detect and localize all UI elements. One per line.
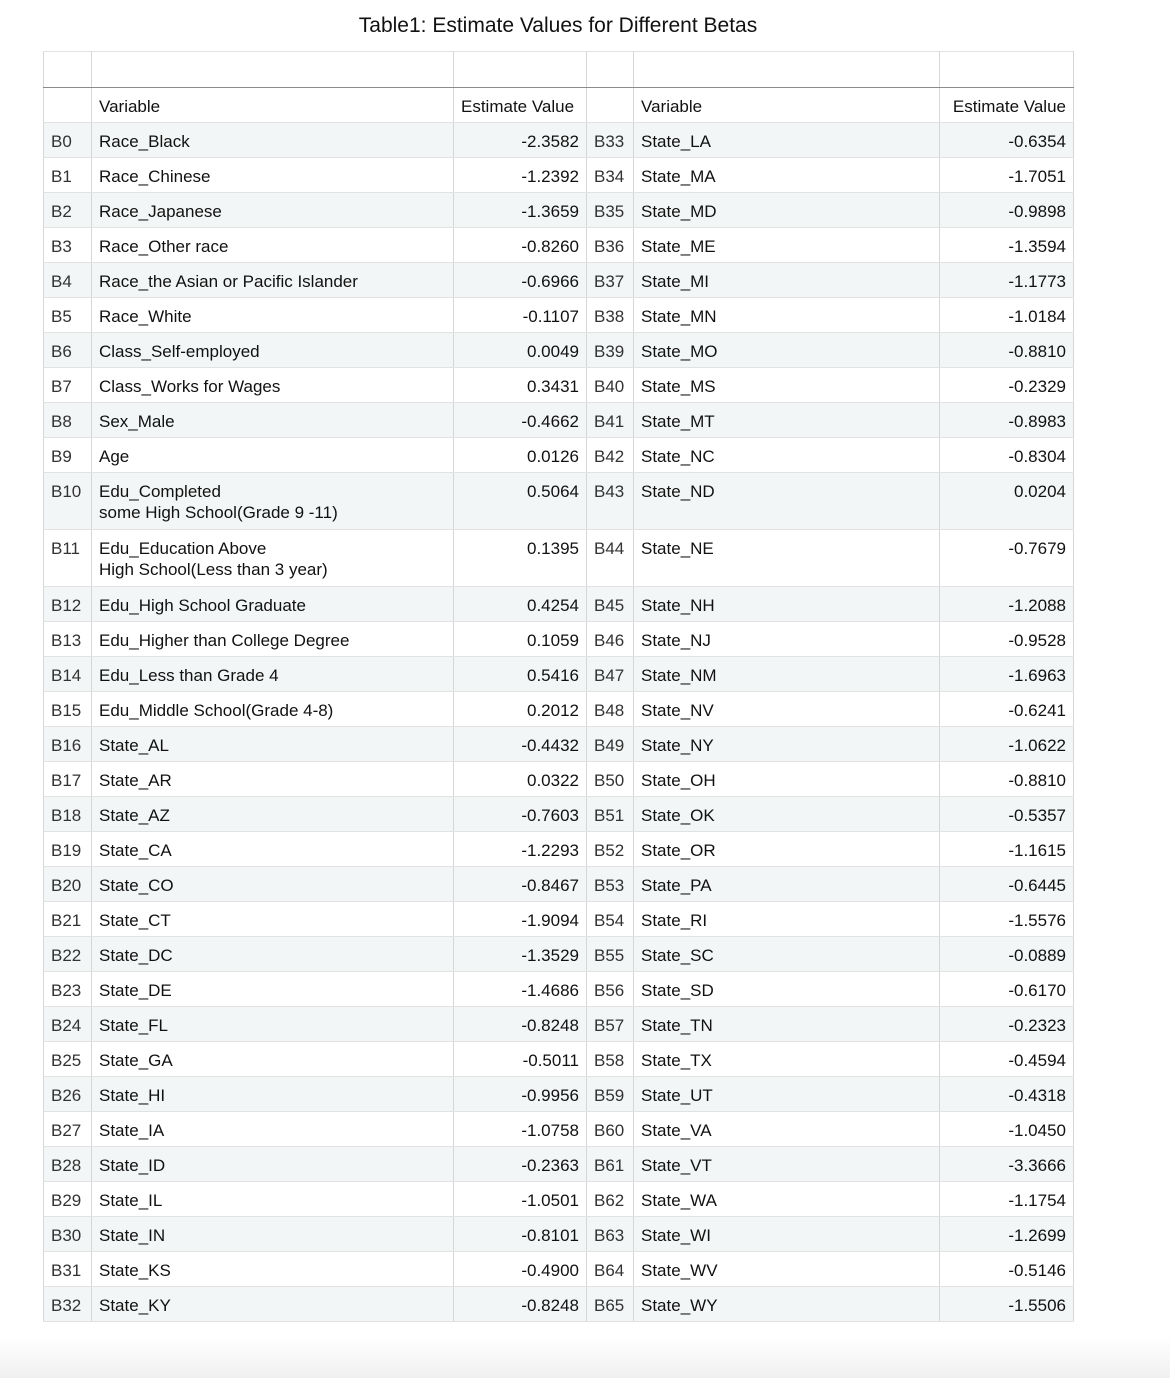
table-row (44, 158, 1074, 193)
estimate-cell-left: 0.5064 (454, 473, 587, 530)
estimate-cell-right: -0.2329 (940, 368, 1074, 403)
estimate-cell-left: -0.8260 (454, 228, 587, 263)
estimate-cell-right: -0.9528 (940, 622, 1074, 657)
spacer-cell (44, 52, 92, 88)
estimate-cell-left: 0.2012 (454, 692, 587, 727)
table-row (44, 438, 1074, 473)
estimate-cell-left: -1.0758 (454, 1112, 587, 1147)
estimate-cell-right: -0.4318 (940, 1077, 1074, 1112)
table-row (44, 1077, 1074, 1112)
table-row (44, 1182, 1074, 1217)
variable-line: State_AL (99, 736, 169, 755)
variable-line: Edu_High School Graduate (99, 596, 306, 615)
variable-cell-left (92, 368, 454, 403)
estimate-cell-left: -1.9094 (454, 902, 587, 937)
variable-cell-left (92, 438, 454, 473)
variable-line: State_GA (99, 1051, 173, 1070)
estimate-cell-left: -1.4686 (454, 972, 587, 1007)
beta-label-right: B56 (587, 972, 634, 1007)
table-row (44, 1007, 1074, 1042)
variable-line: State_CT (99, 911, 171, 930)
estimate-cell-left: -1.2392 (454, 158, 587, 193)
variable-cell-right: State_UT (634, 1077, 940, 1112)
table-row (44, 762, 1074, 797)
beta-label-left: B25 (44, 1042, 92, 1077)
beta-label-left: B5 (44, 298, 92, 333)
variable-line: Class_Works for Wages (99, 377, 281, 396)
variable-cell-right: State_ME (634, 228, 940, 263)
beta-label-right: B62 (587, 1182, 634, 1217)
beta-label-right: B52 (587, 832, 634, 867)
variable-cell-right: State_SC (634, 937, 940, 972)
beta-label-right: B60 (587, 1112, 634, 1147)
beta-label-left: B12 (44, 587, 92, 622)
window-bottom-edge (0, 1338, 1170, 1378)
estimate-cell-right: -0.5357 (940, 797, 1074, 832)
beta-label-right: B36 (587, 228, 634, 263)
estimate-cell-right: -0.9898 (940, 193, 1074, 228)
beta-label-right: B39 (587, 333, 634, 368)
estimate-cell-right: -0.6354 (940, 123, 1074, 158)
beta-label-right: B57 (587, 1007, 634, 1042)
variable-cell-left (92, 622, 454, 657)
variable-cell-left (92, 1112, 454, 1147)
beta-label-left: B14 (44, 657, 92, 692)
variable-cell-left (92, 263, 454, 298)
table-spacer-row (44, 52, 1074, 88)
variable-line: State_KY (99, 1296, 171, 1315)
estimate-cell-left: 0.0126 (454, 438, 587, 473)
estimate-cell-left: 0.5416 (454, 657, 587, 692)
variable-line: Race_White (99, 307, 192, 326)
variable-cell-left (92, 1147, 454, 1182)
beta-label-right: B46 (587, 622, 634, 657)
variable-cell-right: State_NY (634, 727, 940, 762)
estimate-cell-left: -0.8248 (454, 1287, 587, 1322)
table-row (44, 333, 1074, 368)
beta-label-right: B51 (587, 797, 634, 832)
variable-cell-right: State_MD (634, 193, 940, 228)
variable-cell-left (92, 832, 454, 867)
header-variable-left: Variable (92, 88, 454, 123)
estimate-cell-right: -0.8810 (940, 333, 1074, 368)
variable-cell-left (92, 403, 454, 438)
beta-label-left: B28 (44, 1147, 92, 1182)
estimate-cell-right: -1.3594 (940, 228, 1074, 263)
beta-label-right: B42 (587, 438, 634, 473)
variable-line: State_IL (99, 1191, 163, 1210)
header-estimate-left: Estimate Value (454, 88, 587, 123)
variable-cell-right: State_WI (634, 1217, 940, 1252)
estimate-cell-right: -1.2088 (940, 587, 1074, 622)
header-estimate-right: Estimate Value (940, 88, 1074, 123)
table-row (44, 1252, 1074, 1287)
variable-cell-left (92, 298, 454, 333)
variable-cell-left (92, 657, 454, 692)
table-row (44, 123, 1074, 158)
beta-label-left: B23 (44, 972, 92, 1007)
variable-cell-right: State_MT (634, 403, 940, 438)
estimate-cell-right: -0.0889 (940, 937, 1074, 972)
estimate-cell-left: -0.8101 (454, 1217, 587, 1252)
table-header-row (44, 88, 1074, 123)
variable-line: Race_the Asian or Pacific Islander (99, 272, 358, 291)
beta-label-left: B18 (44, 797, 92, 832)
beta-label-right: B38 (587, 298, 634, 333)
estimate-cell-left: -0.8248 (454, 1007, 587, 1042)
estimate-cell-left: -2.3582 (454, 123, 587, 158)
variable-line: Race_Japanese (99, 202, 222, 221)
variable-line: Race_Chinese (99, 167, 211, 186)
variable-cell-right: State_SD (634, 972, 940, 1007)
table-row (44, 193, 1074, 228)
beta-label-right: B43 (587, 473, 634, 530)
variable-cell-right: State_MS (634, 368, 940, 403)
estimate-cell-right: -1.0450 (940, 1112, 1074, 1147)
header-beta-right (587, 88, 634, 123)
table-row (44, 263, 1074, 298)
estimate-cell-left: -0.7603 (454, 797, 587, 832)
table-row (44, 1147, 1074, 1182)
variable-cell-left (92, 158, 454, 193)
variable-line: Race_Other race (99, 237, 229, 256)
beta-label-left: B20 (44, 867, 92, 902)
table-row (44, 298, 1074, 333)
estimate-cell-left: -0.4900 (454, 1252, 587, 1287)
beta-label-right: B55 (587, 937, 634, 972)
estimate-cell-right: -0.6241 (940, 692, 1074, 727)
spacer-cell (634, 52, 940, 88)
estimate-cell-right: -0.8983 (940, 403, 1074, 438)
beta-label-left: B16 (44, 727, 92, 762)
table-row (44, 1042, 1074, 1077)
estimate-cell-right: -0.4594 (940, 1042, 1074, 1077)
variable-cell-left (92, 972, 454, 1007)
beta-label-right: B33 (587, 123, 634, 158)
table-row (44, 403, 1074, 438)
variable-cell-left (92, 333, 454, 368)
variable-cell-right: State_TX (634, 1042, 940, 1077)
variable-cell-left (92, 473, 454, 530)
variable-cell-left (92, 1252, 454, 1287)
variable-line: High School(Less than 3 year) (99, 560, 328, 579)
estimate-cell-left: -0.2363 (454, 1147, 587, 1182)
table-title: Table1: Estimate Values for Different Betas (358, 14, 758, 37)
table-row (44, 368, 1074, 403)
estimate-cell-right: 0.0204 (940, 473, 1074, 530)
variable-line: State_IA (99, 1121, 165, 1140)
estimate-cell-left: -1.3659 (454, 193, 587, 228)
variable-cell-right: State_PA (634, 867, 940, 902)
variable-line: Class_Self-employed (99, 342, 260, 361)
variable-cell-left (92, 762, 454, 797)
table-row (44, 530, 1074, 587)
beta-label-right: B48 (587, 692, 634, 727)
estimate-cell-left: -1.0501 (454, 1182, 587, 1217)
variable-cell-left (92, 123, 454, 158)
estimate-cell-right: -0.8304 (940, 438, 1074, 473)
estimate-cell-right: -0.6170 (940, 972, 1074, 1007)
estimate-cell-right: -1.6963 (940, 657, 1074, 692)
variable-cell-right: State_OH (634, 762, 940, 797)
beta-label-right: B64 (587, 1252, 634, 1287)
beta-label-left: B13 (44, 622, 92, 657)
beta-label-left: B31 (44, 1252, 92, 1287)
estimate-cell-right: -1.1773 (940, 263, 1074, 298)
beta-label-left: B10 (44, 473, 92, 530)
beta-label-left: B2 (44, 193, 92, 228)
beta-label-left: B32 (44, 1287, 92, 1322)
header-variable-right: Variable (634, 88, 940, 123)
table-row (44, 622, 1074, 657)
beta-label-right: B40 (587, 368, 634, 403)
variable-line: Sex_Male (99, 412, 175, 431)
variable-cell-right: State_OK (634, 797, 940, 832)
beta-label-right: B65 (587, 1287, 634, 1322)
beta-label-right: B34 (587, 158, 634, 193)
variable-cell-right: State_WA (634, 1182, 940, 1217)
table-row (44, 1112, 1074, 1147)
estimate-cell-left: -1.2293 (454, 832, 587, 867)
variable-cell-left (92, 1007, 454, 1042)
variable-cell-left (92, 902, 454, 937)
spacer-cell (940, 52, 1074, 88)
estimate-cell-left: -0.1107 (454, 298, 587, 333)
variable-line: Edu_Less than Grade 4 (99, 666, 279, 685)
estimate-cell-left: 0.1059 (454, 622, 587, 657)
variable-cell-right: State_ND (634, 473, 940, 530)
beta-label-left: B17 (44, 762, 92, 797)
beta-label-left: B1 (44, 158, 92, 193)
beta-label-right: B45 (587, 587, 634, 622)
header-beta-left (44, 88, 92, 123)
beta-label-left: B22 (44, 937, 92, 972)
variable-line: State_AR (99, 771, 172, 790)
variable-cell-right: State_VA (634, 1112, 940, 1147)
estimate-cell-left: 0.0049 (454, 333, 587, 368)
beta-label-right: B47 (587, 657, 634, 692)
variable-cell-right: State_NV (634, 692, 940, 727)
beta-label-left: B0 (44, 123, 92, 158)
table-row (44, 727, 1074, 762)
beta-label-right: B54 (587, 902, 634, 937)
beta-label-right: B37 (587, 263, 634, 298)
variable-cell-right: State_NJ (634, 622, 940, 657)
variable-cell-left (92, 937, 454, 972)
variable-cell-right: State_NC (634, 438, 940, 473)
beta-label-right: B35 (587, 193, 634, 228)
beta-label-right: B41 (587, 403, 634, 438)
variable-cell-left (92, 867, 454, 902)
estimate-cell-right: -1.2699 (940, 1217, 1074, 1252)
variable-line: some High School(Grade 9 -11) (99, 503, 338, 522)
beta-label-right: B49 (587, 727, 634, 762)
estimate-cell-right: -0.5146 (940, 1252, 1074, 1287)
estimate-cell-right: -0.7679 (940, 530, 1074, 587)
variable-cell-left (92, 193, 454, 228)
variable-line: State_HI (99, 1086, 166, 1105)
estimate-cell-right: -1.5576 (940, 902, 1074, 937)
beta-label-left: B8 (44, 403, 92, 438)
variable-cell-left (92, 1217, 454, 1252)
variable-line: Edu_Completed (99, 482, 221, 501)
table-row (44, 1217, 1074, 1252)
estimate-cell-right: -0.2323 (940, 1007, 1074, 1042)
estimate-cell-right: -0.6445 (940, 867, 1074, 902)
variable-cell-left (92, 797, 454, 832)
variable-line: State_DC (99, 946, 173, 965)
beta-label-left: B15 (44, 692, 92, 727)
spacer-cell (587, 52, 634, 88)
variable-cell-left (92, 727, 454, 762)
table-row (44, 902, 1074, 937)
variable-cell-left (92, 692, 454, 727)
estimate-cell-left: -0.5011 (454, 1042, 587, 1077)
beta-label-left: B24 (44, 1007, 92, 1042)
beta-label-right: B53 (587, 867, 634, 902)
variable-cell-left (92, 228, 454, 263)
estimate-cell-left: 0.0322 (454, 762, 587, 797)
variable-cell-right: State_LA (634, 123, 940, 158)
estimate-cell-left: 0.3431 (454, 368, 587, 403)
estimate-cell-left: -0.8467 (454, 867, 587, 902)
variable-cell-right: State_MO (634, 333, 940, 368)
beta-label-left: B9 (44, 438, 92, 473)
variable-line: State_DE (99, 981, 172, 1000)
beta-label-left: B21 (44, 902, 92, 937)
beta-label-left: B7 (44, 368, 92, 403)
beta-label-right: B63 (587, 1217, 634, 1252)
table-row (44, 657, 1074, 692)
beta-label-left: B6 (44, 333, 92, 368)
beta-label-left: B4 (44, 263, 92, 298)
variable-cell-right: State_MI (634, 263, 940, 298)
estimate-table (43, 51, 1074, 1322)
beta-label-left: B11 (44, 530, 92, 587)
beta-label-left: B3 (44, 228, 92, 263)
estimate-cell-right: -1.1754 (940, 1182, 1074, 1217)
variable-cell-right: State_MN (634, 298, 940, 333)
estimate-cell-right: -0.8810 (940, 762, 1074, 797)
variable-cell-right: State_NH (634, 587, 940, 622)
table-row (44, 972, 1074, 1007)
variable-cell-left (92, 1287, 454, 1322)
variable-line: Race_Black (99, 132, 190, 151)
variable-line: State_ID (99, 1156, 166, 1175)
table-row (44, 1287, 1074, 1322)
estimate-cell-left: 0.1395 (454, 530, 587, 587)
variable-cell-left (92, 1042, 454, 1077)
variable-line: State_AZ (99, 806, 170, 825)
variable-line: Edu_Higher than College Degree (99, 631, 350, 650)
table-body (44, 52, 1074, 1322)
table-row (44, 797, 1074, 832)
variable-cell-right: State_RI (634, 902, 940, 937)
estimate-cell-left: 0.4254 (454, 587, 587, 622)
estimate-cell-left: -1.3529 (454, 937, 587, 972)
variable-cell-right: State_NE (634, 530, 940, 587)
table-row (44, 587, 1074, 622)
beta-label-left: B27 (44, 1112, 92, 1147)
variable-line: State_CA (99, 841, 172, 860)
table-row (44, 832, 1074, 867)
beta-label-left: B30 (44, 1217, 92, 1252)
estimate-cell-right: -1.0184 (940, 298, 1074, 333)
table-row (44, 867, 1074, 902)
variable-cell-right: State_OR (634, 832, 940, 867)
variable-cell-right: State_NM (634, 657, 940, 692)
variable-cell-left (92, 530, 454, 587)
variable-line: State_CO (99, 876, 174, 895)
estimate-cell-left: -0.4432 (454, 727, 587, 762)
estimate-cell-right: -1.1615 (940, 832, 1074, 867)
variable-line: State_IN (99, 1226, 166, 1245)
table-row (44, 937, 1074, 972)
beta-label-left: B26 (44, 1077, 92, 1112)
variable-line: State_FL (99, 1016, 168, 1035)
variable-line: State_KS (99, 1261, 171, 1280)
beta-label-right: B50 (587, 762, 634, 797)
variable-cell-right: State_MA (634, 158, 940, 193)
variable-cell-right: State_WY (634, 1287, 940, 1322)
estimate-cell-right: -1.7051 (940, 158, 1074, 193)
beta-label-right: B44 (587, 530, 634, 587)
estimate-cell-right: -3.3666 (940, 1147, 1074, 1182)
table-row (44, 228, 1074, 263)
variable-cell-left (92, 1077, 454, 1112)
spacer-cell (92, 52, 454, 88)
beta-label-right: B59 (587, 1077, 634, 1112)
estimate-cell-left: -0.9956 (454, 1077, 587, 1112)
variable-cell-left (92, 587, 454, 622)
table-row (44, 692, 1074, 727)
estimate-cell-right: -1.0622 (940, 727, 1074, 762)
estimate-cell-left: -0.6966 (454, 263, 587, 298)
variable-cell-left (92, 1182, 454, 1217)
beta-label-right: B61 (587, 1147, 634, 1182)
beta-label-right: B58 (587, 1042, 634, 1077)
variable-cell-right: State_TN (634, 1007, 940, 1042)
spacer-cell (454, 52, 587, 88)
table-row (44, 473, 1074, 530)
variable-cell-right: State_WV (634, 1252, 940, 1287)
variable-cell-right: State_VT (634, 1147, 940, 1182)
variable-line: Edu_Education Above (99, 539, 267, 558)
variable-line: Edu_Middle School(Grade 4-8) (99, 701, 334, 720)
beta-label-left: B29 (44, 1182, 92, 1217)
variable-line: Age (99, 447, 130, 466)
estimate-cell-left: -0.4662 (454, 403, 587, 438)
beta-label-left: B19 (44, 832, 92, 867)
estimate-cell-right: -1.5506 (940, 1287, 1074, 1322)
